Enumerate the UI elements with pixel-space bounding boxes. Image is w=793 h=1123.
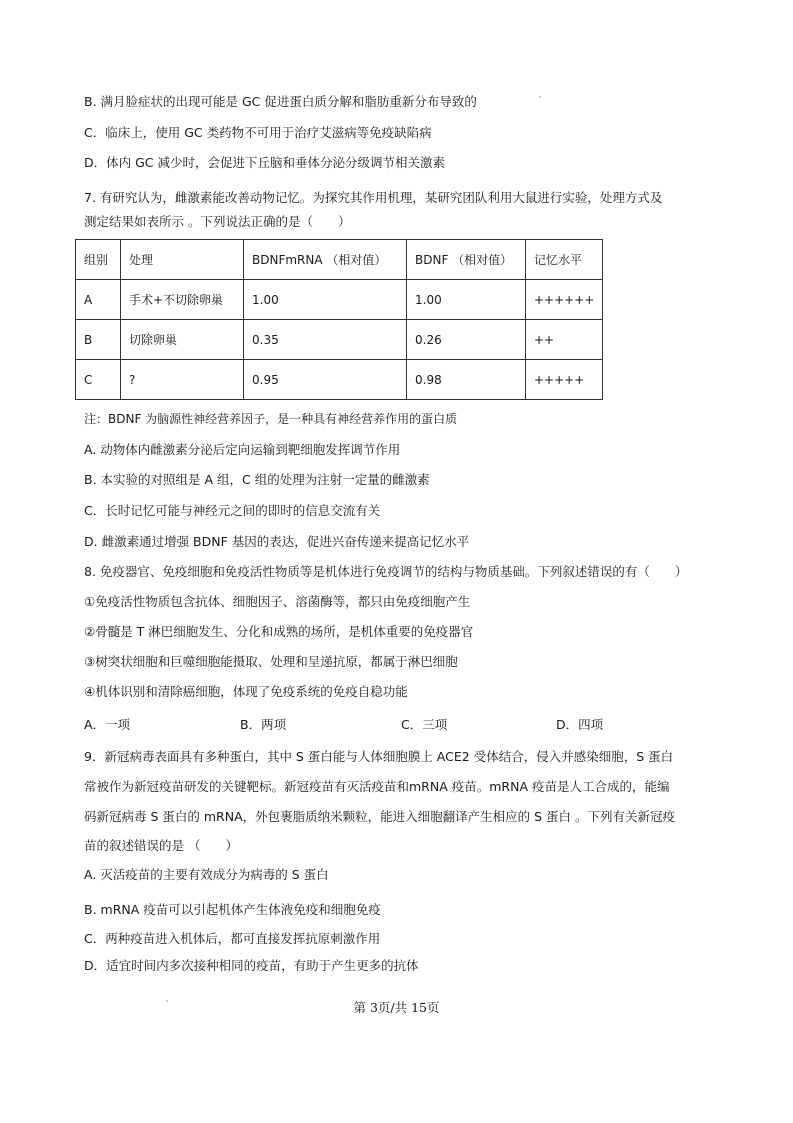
- q8-item-2: ②骨髓是 T 淋巴细胞发生、分化和成熟的场所，是机体重要的免疫器官: [84, 624, 474, 639]
- table-cell: +++++: [526, 360, 603, 400]
- q6-option-d: D．体内 GC 减少时，会促进下丘脑和垂体分泌分级调节相关激素: [84, 155, 445, 170]
- q8-option-b: B．两项: [240, 717, 287, 732]
- table-cell: A: [76, 280, 121, 320]
- q8-option-c: C．三项: [401, 717, 448, 732]
- q6-option-b: B. 满月脸症状的出现可能是 GC 促进蛋白质分解和脂肪重新分布导致的: [84, 94, 477, 109]
- table-header-cell: 组别: [76, 240, 121, 280]
- q8-stem: 8. 免疫器官、免疫细胞和免疫活性物质等是机体进行免疫调节的结构与物质基础。下列叙述错误的有（ ）: [84, 564, 688, 579]
- q7-option-a: A. 动物体内雌激素分泌后定向运输到靶细胞发挥调节作用: [84, 442, 401, 457]
- scan-speck: [539, 96, 541, 98]
- table-cell: ++++++: [526, 280, 603, 320]
- q6-option-c: C．临床上，使用 GC 类药物不可用于治疗艾滋病等免疫缺陷病: [84, 125, 432, 140]
- q8-item-1: ①免疫活性物质包含抗体、细胞因子、溶菌酶等，都只由免疫细胞产生: [84, 594, 471, 609]
- q9-option-d: D．适宜时间内多次接种相同的疫苗，有助于产生更多的抗体: [84, 958, 419, 973]
- q7-option-c: C．长时记忆可能与神经元之间的即时的信息交流有关: [84, 503, 381, 518]
- table-cell: 1.00: [244, 280, 407, 320]
- q7-table-note: 注：BDNF 为脑源性神经营养因子，是一种具有神经营养作用的蛋白质: [84, 412, 458, 426]
- table-cell: 0.98: [407, 360, 526, 400]
- table-header-cell: BDNFmRNA （相对值）: [244, 240, 407, 280]
- q8-option-d: D．四项: [556, 717, 604, 732]
- table-cell: 0.26: [407, 320, 526, 360]
- table-cell: B: [76, 320, 121, 360]
- table-cell: 1.00: [407, 280, 526, 320]
- q8-options: [84, 715, 724, 731]
- q9-option-c: C．两种疫苗进入机体后，都可直接发挥抗原刺激作用: [84, 931, 381, 946]
- table-cell: C: [76, 360, 121, 400]
- table-row: [76, 280, 603, 320]
- q7-data-table: [75, 239, 603, 400]
- q8-option-a: A．一项: [84, 717, 131, 732]
- q9-stem-line3: 码新冠病毒 S 蛋白的 mRNA，外包裹脂质纳米颗粒，能进入细胞翻译产生相应的 S 蛋白 。下列有关新冠疫: [84, 809, 675, 824]
- table-header-row: [76, 240, 603, 280]
- table-row: [76, 320, 603, 360]
- table-cell: ++: [526, 320, 603, 360]
- q7-stem-line1: 7. 有研究认为，雌激素能改善动物记忆。为探究其作用机理，某研究团队利用大鼠进行实验，处理方式及: [84, 190, 663, 205]
- table-cell: 切除卵巢: [121, 320, 244, 360]
- q9-stem-line1: 9．新冠病毒表面具有多种蛋白，其中 S 蛋白能与人体细胞膜上 ACE2 受体结合，侵入并感染细胞，S 蛋白: [84, 749, 674, 764]
- table-header-cell: 记忆水平: [526, 240, 603, 280]
- table-header-cell: 处理: [121, 240, 244, 280]
- q9-option-a: A. 灭活疫苗的主要有效成分为病毒的 S 蛋白: [84, 867, 329, 882]
- q9-stem-line4: 苗的叙述错误的是 （ ）: [84, 838, 238, 853]
- q8-item-3: ③树突状细胞和巨噬细胞能摄取、处理和呈递抗原，都属于淋巴细胞: [84, 654, 458, 669]
- q8-item-4: ④机体识别和清除癌细胞，体现了免疫系统的免疫自稳功能: [84, 684, 408, 699]
- q7-option-b: B. 本实验的对照组是 A 组，C 组的处理为注射一定量的雌激素: [84, 472, 430, 487]
- table-header-cell: BDNF （相对值）: [407, 240, 526, 280]
- q9-option-b: B. mRNA 疫苗可以引起机体产生体液免疫和细胞免疫: [84, 902, 381, 917]
- q7-option-d: D. 雌激素通过增强 BDNF 基因的表达，促进兴奋传递来提高记忆水平: [84, 534, 470, 549]
- table-row: [76, 360, 603, 400]
- q7-stem-line2: 测定结果如表所示 。下列说法正确的是（ ）: [84, 214, 351, 229]
- table-cell: 0.35: [244, 320, 407, 360]
- table-cell: 手术+不切除卵巢: [121, 280, 244, 320]
- page-footer: 第 3页/共 15页: [353, 1000, 440, 1015]
- table-cell: ?: [121, 360, 244, 400]
- table-cell: 0.95: [244, 360, 407, 400]
- q9-stem-line2: 常被作为新冠疫苗研发的关键靶标。新冠疫苗有灭活疫苗和mRNA 疫苗。mRNA 疫苗是人工合成的，能编: [84, 779, 670, 794]
